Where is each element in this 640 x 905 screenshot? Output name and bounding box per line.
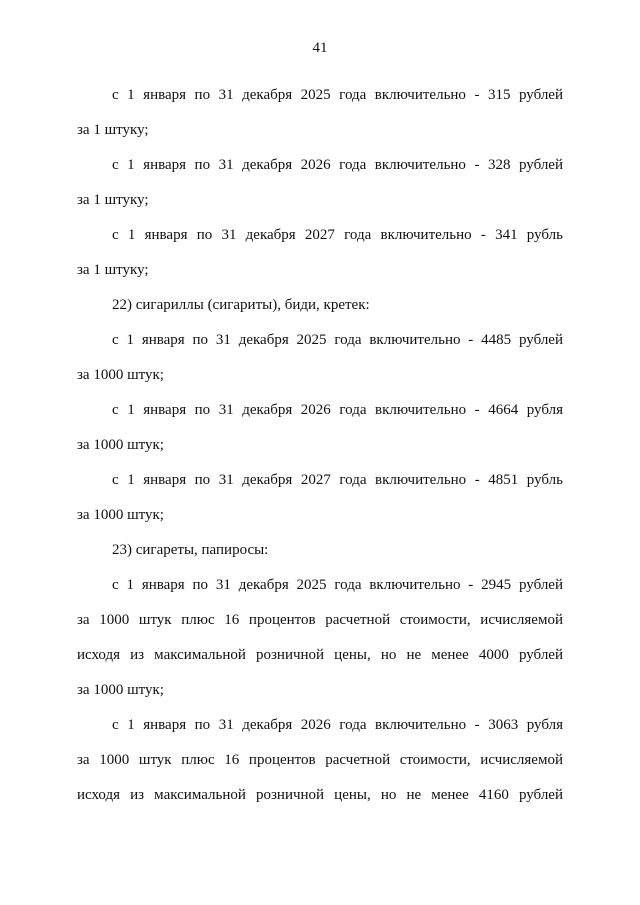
- page-number: 41: [312, 40, 328, 56]
- text-line-per-thousand: за 1000 штук;: [77, 437, 164, 453]
- text-line-cigarettes-2025-cont-1: за 1000 штук плюс 16 процентов расчетной стоимости, исчисляемой: [77, 612, 563, 628]
- text-line-per-thousand: за 1000 штук;: [77, 682, 164, 698]
- text-line-tariff-2026-cigars-piece: с 1 января по 31 декабря 2026 года включительно - 328 рублей: [112, 157, 563, 173]
- text-line-per-unit: за 1 штуку;: [77, 122, 149, 138]
- text-line-tariff-2025-cigars-piece: с 1 января по 31 декабря 2025 года включительно - 315 рублей: [112, 87, 563, 103]
- text-line-per-unit: за 1 штуку;: [77, 192, 149, 208]
- text-line-item-23-heading: 23) сигареты, папиросы:: [112, 542, 269, 558]
- text-line-tariff-2027-cigars-piece: с 1 января по 31 декабря 2027 года включительно - 341 рубль: [112, 227, 563, 243]
- text-line-per-unit: за 1 штуку;: [77, 262, 149, 278]
- text-line-tariff-2025-cigarillos: с 1 января по 31 декабря 2025 года включительно - 4485 рублей: [112, 332, 563, 348]
- text-line-tariff-2027-cigarillos: с 1 января по 31 декабря 2027 года включительно - 4851 рубль: [112, 472, 563, 488]
- text-line-cigarettes-2025-cont-2: исходя из максимальной розничной цены, но не менее 4000 рублей: [77, 647, 563, 663]
- text-line-tariff-2026-cigarettes: с 1 января по 31 декабря 2026 года включительно - 3063 рубля: [112, 717, 563, 733]
- text-line-cigarettes-2026-cont-2: исходя из максимальной розничной цены, но не менее 4160 рублей: [77, 787, 563, 803]
- text-line-per-thousand: за 1000 штук;: [77, 507, 164, 523]
- text-line-per-thousand: за 1000 штук;: [77, 367, 164, 383]
- document-body: [77, 78, 563, 813]
- text-line-cigarettes-2026-cont-1: за 1000 штук плюс 16 процентов расчетной стоимости, исчисляемой: [77, 752, 563, 768]
- text-line-item-22-heading: 22) сигариллы (сигариты), биди, кретек:: [112, 297, 370, 313]
- text-line-tariff-2026-cigarillos: с 1 января по 31 декабря 2026 года включительно - 4664 рубля: [112, 402, 563, 418]
- text-line-tariff-2025-cigarettes: с 1 января по 31 декабря 2025 года включительно - 2945 рублей: [112, 577, 563, 593]
